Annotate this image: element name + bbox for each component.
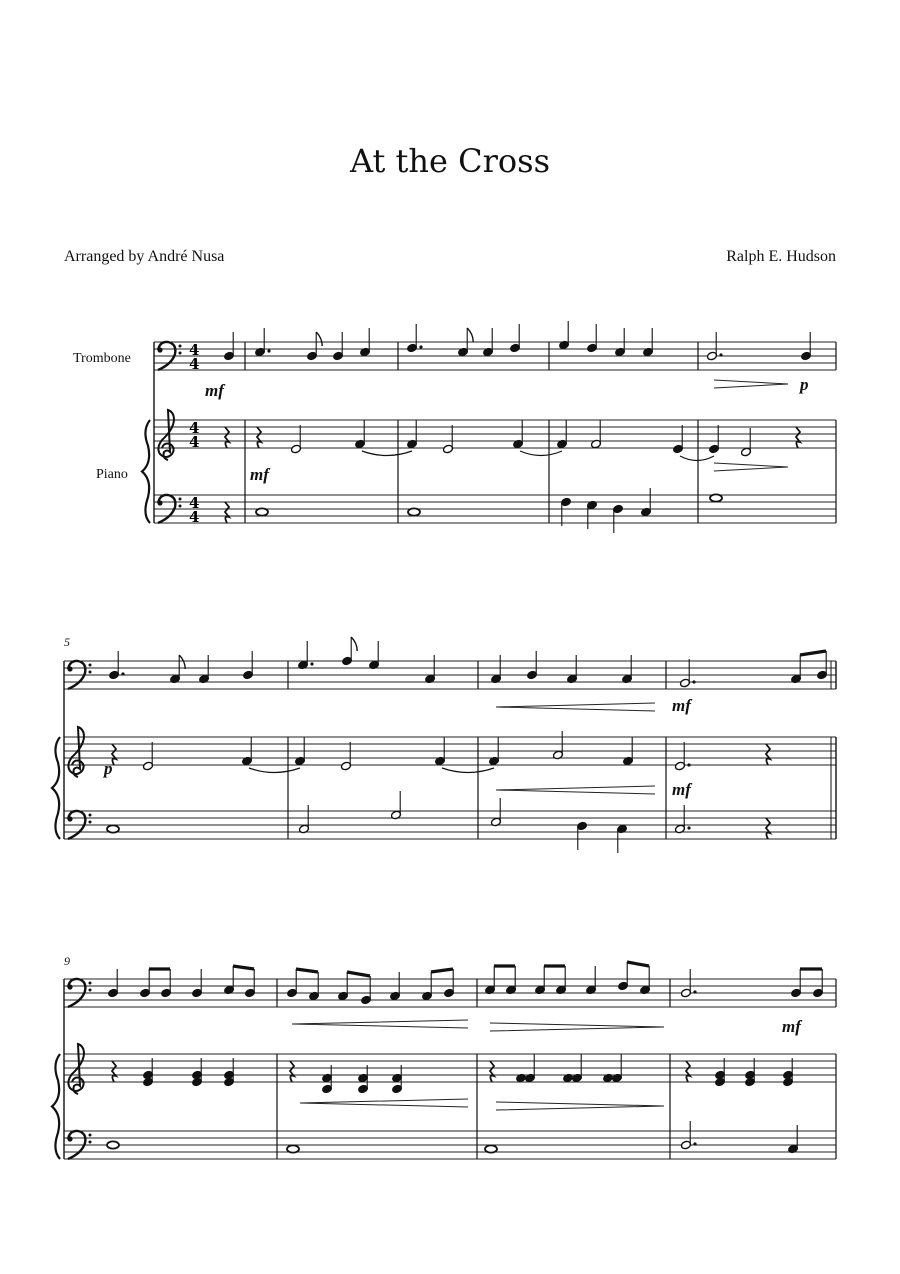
piano-brace (52, 1054, 60, 1159)
score-title: At the Cross (349, 142, 551, 180)
eighth-flag (351, 637, 357, 651)
bass-clef-dot (157, 500, 162, 505)
beam (296, 969, 318, 972)
tie (680, 456, 714, 461)
bass-clef-dot (89, 1134, 92, 1137)
time-signature-bottom: 4 (189, 355, 200, 373)
whole-note-head (710, 494, 722, 501)
trombone-label: Trombone (73, 351, 131, 366)
notation-layer (52, 321, 836, 1159)
whole-note-head (485, 1145, 497, 1152)
time-signature-top: 4 (189, 419, 200, 437)
bass-clef-dot (179, 498, 182, 501)
augmentation-dot (692, 680, 695, 683)
time-signature-top: 4 (189, 341, 200, 359)
tie (442, 768, 494, 773)
beam (347, 972, 370, 976)
composer-credit: Ralph E. Hudson (726, 248, 836, 265)
bass-clef-dot (67, 984, 72, 989)
bass-clef-dot (67, 1136, 72, 1141)
crescendo-hairpin (300, 1099, 468, 1107)
quarter-rest (225, 502, 229, 523)
augmentation-dot (687, 826, 690, 829)
time-signature-bottom: 4 (189, 433, 200, 451)
bass-clef-dot (179, 352, 182, 355)
quarter-rest (225, 427, 229, 448)
time-signature-bottom: 4 (189, 508, 200, 526)
whole-note-head (107, 825, 119, 832)
bass-clef-dot (89, 982, 92, 985)
piano-brace (142, 420, 150, 523)
dynamic-mf: mf (672, 780, 691, 799)
beam (627, 962, 649, 966)
augmentation-dot (693, 990, 696, 993)
bass-clef-dot (157, 347, 162, 352)
treble-clef (68, 1044, 84, 1094)
eighth-flag (179, 655, 185, 669)
tie (249, 768, 300, 773)
bass-clef-dot (67, 816, 72, 821)
bass-clef-dot (89, 989, 92, 992)
quarter-rest (257, 427, 261, 448)
decrescendo-hairpin (714, 380, 788, 388)
augmentation-dot (419, 345, 422, 348)
tie (520, 451, 562, 456)
beam (800, 651, 826, 655)
quarter-rest (766, 744, 770, 765)
whole-note-head (107, 1141, 119, 1148)
eighth-flag (316, 332, 322, 346)
beam (233, 966, 254, 969)
dynamic-p: p (800, 375, 809, 394)
dynamic-p: p (104, 759, 113, 778)
crescendo-hairpin (292, 1020, 468, 1028)
quarter-rest (796, 427, 800, 448)
decrescendo-hairpin (496, 1102, 664, 1110)
bass-clef-dot (89, 1141, 92, 1144)
tie (362, 451, 412, 456)
bass-clef-dot (89, 821, 92, 824)
augmentation-dot (121, 672, 124, 675)
arranger-credit: Arranged by André Nusa (64, 248, 225, 265)
bass-clef-dot (67, 666, 72, 671)
dynamic-mf: mf (672, 696, 691, 715)
crescendo-hairpin (496, 703, 655, 711)
time-signature-top: 4 (189, 494, 200, 512)
dynamic-mf: mf (250, 465, 269, 484)
augmentation-dot (687, 763, 690, 766)
augmentation-dot (719, 353, 722, 356)
piano-brace (52, 737, 60, 839)
crescendo-hairpin (496, 786, 655, 794)
bass-clef-dot (179, 505, 182, 508)
treble-clef (68, 727, 84, 777)
bass-clef-dot (89, 671, 92, 674)
whole-note-head (256, 508, 268, 515)
whole-note-head (287, 1145, 299, 1152)
measure-number-5: 5 (64, 635, 70, 649)
eighth-flag (467, 328, 473, 342)
dynamic-mf: mf (205, 381, 224, 400)
quarter-rest (490, 1061, 494, 1082)
bass-clef-dot (179, 345, 182, 348)
quarter-rest (766, 818, 770, 839)
bass-clef-dot (89, 814, 92, 817)
beam (431, 969, 453, 972)
decrescendo-hairpin (490, 1023, 664, 1031)
measure-number-9: 9 (64, 954, 70, 968)
augmentation-dot (267, 349, 270, 352)
dynamic-mf: mf (782, 1017, 801, 1036)
decrescendo-hairpin (714, 463, 788, 471)
treble-clef (158, 410, 174, 460)
quarter-rest (112, 1061, 116, 1082)
bass-clef-dot (89, 664, 92, 667)
quarter-rest (112, 744, 116, 765)
augmentation-dot (310, 662, 313, 665)
augmentation-dot (693, 1142, 696, 1145)
piano-label: Piano (96, 467, 128, 482)
quarter-rest (290, 1061, 294, 1082)
whole-note-head (408, 508, 420, 515)
quarter-rest (686, 1061, 690, 1082)
